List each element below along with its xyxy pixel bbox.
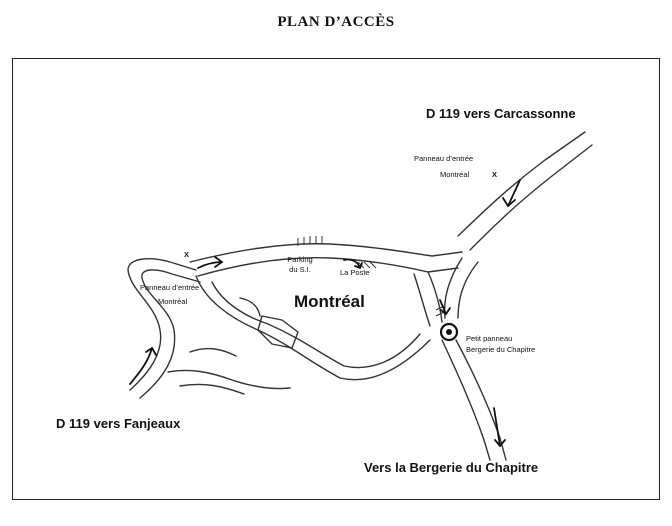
road-main-north [190,244,462,262]
arrow-northeast-icon [503,180,520,206]
sign-small-line1: Petit panneau [466,334,513,343]
road-sw-street-1 [168,370,232,380]
town-name: Montréal [294,292,365,311]
road-carcassonne-north [458,132,585,236]
road-sw-street-2 [180,384,244,394]
label-d119-fanjeaux: D 119 vers Fanjeaux [56,416,181,431]
label-parking-line2: du S.I. [289,265,311,274]
label-la-poste: La Poste [340,268,370,277]
map-title: PLAN D’ACCÈS [277,14,395,30]
sign-entry-east-line1: Panneau d’entrée [414,154,474,163]
road-east-loop-in [414,274,430,326]
sign-entry-east-marker: X [492,170,498,179]
road-junction-right [458,262,478,318]
label-vers-bergerie: Vers la Bergerie du Chapitre [364,460,539,475]
road-main-south [198,258,458,276]
sign-entry-east-line2: Montréal [440,170,470,179]
road-carcassonne-south [470,145,592,250]
sign-entry-west-line2: Montréal [158,297,188,306]
sign-small-line2: Bergerie du Chapitre [466,345,536,354]
road-inner-block [258,316,298,348]
roundabout-center-icon [446,329,452,335]
road-sw-street-3 [232,380,290,389]
road-sw-street-4 [190,349,236,356]
label-parking-line1: Parking [287,255,313,264]
label-d119-carcassonne: D 119 vers Carcassonne [426,106,576,121]
sign-entry-west-marker: X [184,250,190,259]
arrow-fanjeaux-icon [130,348,156,384]
road-junction-left [445,258,462,318]
sign-entry-west-line1: Panneau d’entrée [140,283,200,292]
